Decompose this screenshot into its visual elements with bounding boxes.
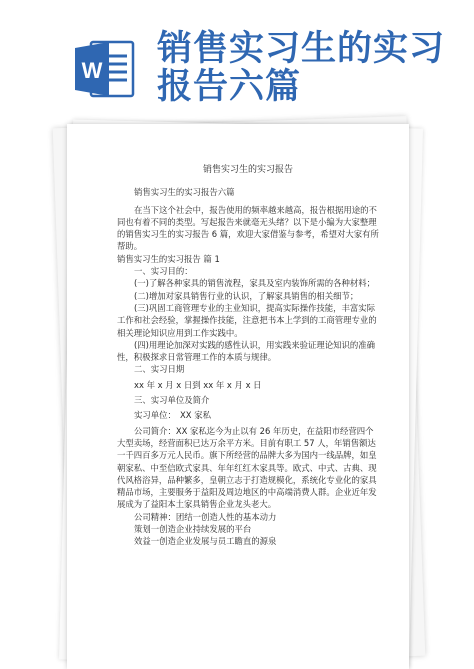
document-subtitle: 销售实习生的实习报告六篇 <box>134 187 235 198</box>
document-body <box>117 164 379 548</box>
heading-purpose: 一、实习目的： <box>134 266 193 277</box>
company-intro: 公司简介：XX 家私迄今为止以有 26 年历史，在益阳市经营四个大型卖场，经营面积已达万余平方米。目前有职工 57 人，年销售额达一千四百多万元人民币。旗下所经营的品牌大多为国内一线品牌，如皇朝家私、中至信欧式家具、年年红红木家具等。欧式、中式、古典、现代风格浴异，品种繁多，皇朝立志于打造规模化，系统化专业化的家具精品市场，主要服务于益阳及周边地区的中高端消费人群。企业近年发展成为了益阳本土家具销售企业龙头老大。 <box>117 425 377 510</box>
spirit-line-1: 公司精神：团结一创造人性的基本动力 <box>134 511 277 522</box>
purpose-item-4: (四)用理论加深对实践的感性认识，用实践来验证理论知识的准确性，积极探求日常管理工作的本质与规律。 <box>117 339 376 363</box>
heading-unit: 三、实习单位及简介 <box>134 395 210 406</box>
unit-line: 实习单位： XX 家私 <box>134 410 211 421</box>
document-title: 销售实习生的实习报告 <box>202 165 293 175</box>
spirit-line-2: 策划一创造企业持续发展的平台 <box>134 524 252 535</box>
section-heading: 销售实习生的实习报告 篇 1 <box>117 253 220 264</box>
intro-paragraph: 在当下这个社会中，报告使用的频率越来越高，报告根据用途的不同也有着不同的类型。写起报告来就毫无头绪？以下是小编为大家整理的销售实习生的实习报告 6 篇，欢迎大家借鉴与参考，希望对大家有所帮助。 <box>117 204 379 252</box>
spirit-line-3: 效益一创造企业发展与员工瞻直的源泉 <box>134 536 277 547</box>
banner-title: 销售实习生的实习报告六篇 <box>157 29 446 107</box>
word-icon-letter: W <box>81 58 103 83</box>
heading-date: 二、实习日期 <box>134 364 185 375</box>
word-document-icon <box>75 40 135 98</box>
purpose-item-2: (二)增加对家具销售行业的认识，了解家具销售的相关细节； <box>134 290 359 301</box>
header-banner <box>0 0 474 120</box>
date-value: xx 年 x 月 x 日到 xx 年 x 月 x 日 <box>134 379 262 390</box>
purpose-item-1: (一)了解各种家具的销售流程，家具及室内装饰所需的各种材料； <box>134 278 376 289</box>
document-page <box>67 124 409 669</box>
purpose-item-3: (三)巩固工商管理专业的主业知识，提高实际操作技能，丰富实际工作和社会经验，掌握操作技能，注意把书本上学到的工商管理专业的相关理论知识应用到工作实践中。 <box>117 302 377 338</box>
